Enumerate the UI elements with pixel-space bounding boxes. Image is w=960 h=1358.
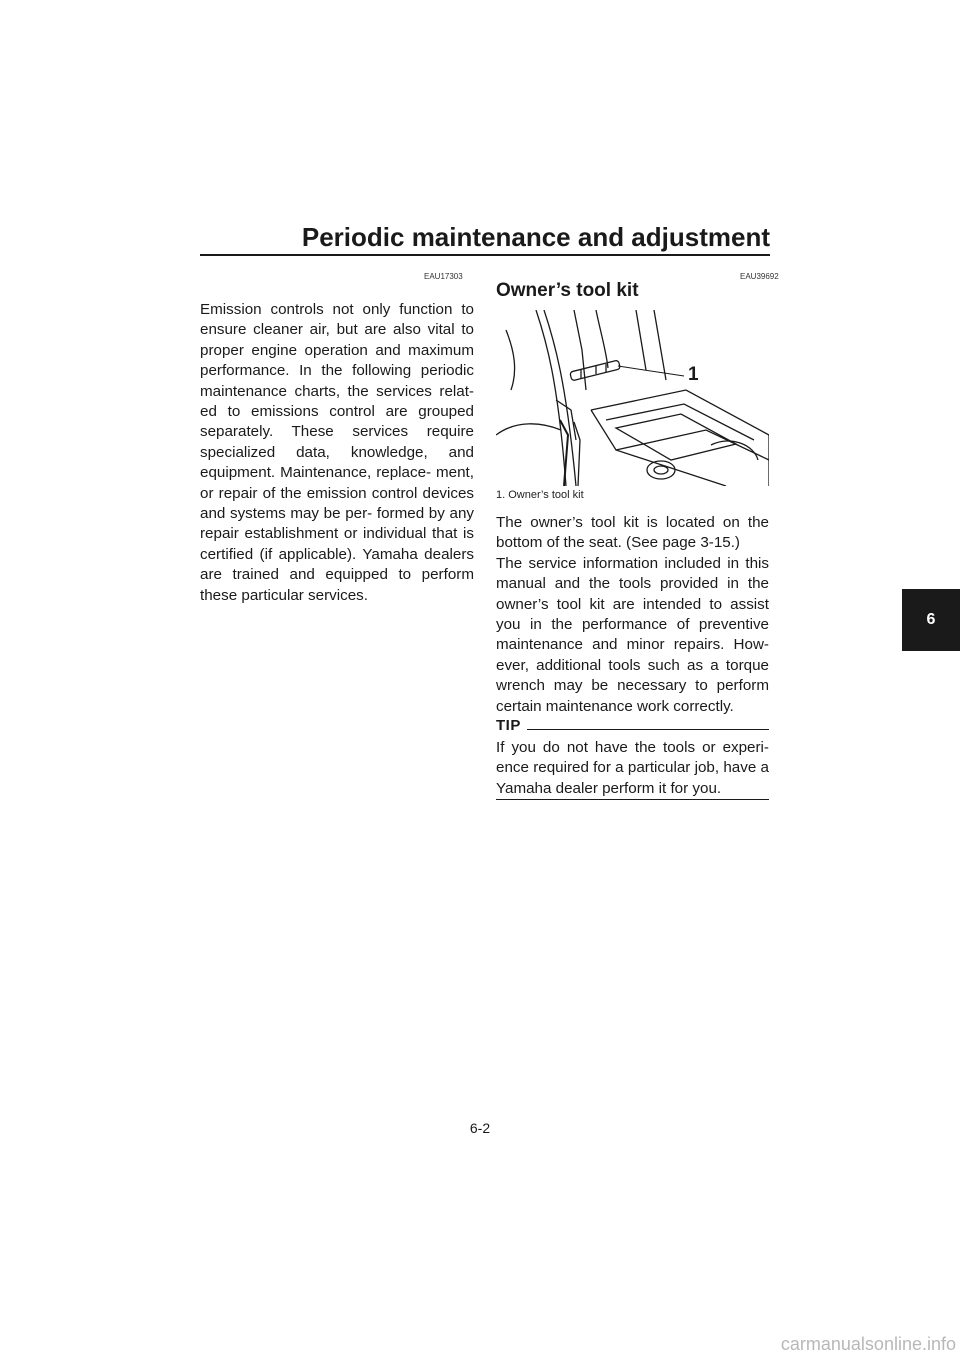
figure-caption: 1. Owner’s tool kit [496, 489, 584, 501]
service-information-paragraph: The service information included in this manual and the tools provided in the owner’s tool kit are intended to assist you in the performance of preventive maintenance and minor repairs. How- ever, additional tools such as a torque wrench may be necessary to perform certain maintenance work correctly. [496, 554, 769, 715]
tool-kit-illustration [496, 310, 769, 486]
tool-kit-location-paragraph: The owner’s tool kit is located on the bottom of the seat. (See page 3-15.) [496, 514, 769, 552]
page-number: 6-2 [469, 1120, 491, 1136]
page-header-title: Periodic maintenance and adjustment [301, 222, 770, 252]
tip-paragraph: If you do not have the tools or experi- ence required for a particular job, have a Yamaha dealer perform it for you. [496, 739, 769, 797]
chapter-tab: 6 [902, 589, 960, 651]
header-rule [200, 254, 770, 256]
section-title: Owner’s tool kit [496, 280, 639, 301]
section-code-left: EAU17303 [424, 272, 463, 281]
tip-end-rule [496, 799, 769, 800]
watermark: carmanualsonline.info [780, 1334, 956, 1354]
left-column [200, 300, 474, 606]
seat-underside-drawing [496, 310, 769, 486]
tip-body [496, 738, 769, 799]
section-code-right: EAU39692 [740, 272, 779, 281]
right-column-body [496, 513, 769, 717]
tip-rule [527, 729, 769, 730]
tip-label: TIP [496, 717, 521, 734]
tip-heading [496, 717, 769, 734]
figure-callout-1: 1 [688, 364, 699, 385]
emission-paragraph: Emission controls not only function to ensure cleaner air, but are also vital to proper engine operation and maximum performance. In the following periodic maintenance charts, the services relat- ed to emissions control are grouped separately. These services require specialized data, knowledge, and equipment. Maintenance, replace- ment, or repair of the emission control devices and systems may be per- formed by any repair establishment or individual that is certified (if applicable). Yamaha dealers are trained and equipped to perform these particular services. [200, 301, 474, 604]
